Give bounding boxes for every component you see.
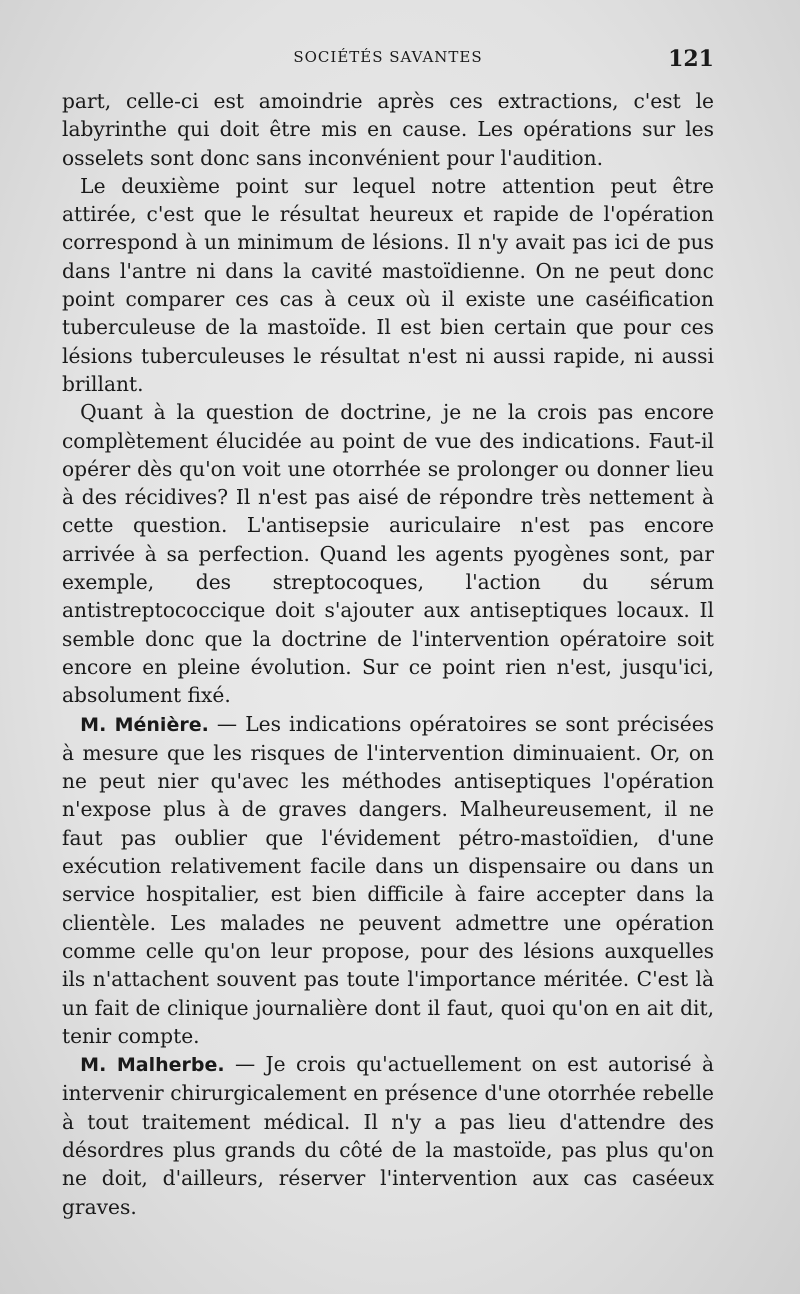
paragraph-meniere bbox=[62, 710, 714, 1051]
paragraph-malherbe bbox=[62, 1050, 714, 1221]
speaker-malherbe: M. Malherbe. bbox=[80, 1054, 225, 1077]
paragraph-continuation: part, celle-ci est amoindrie après ces extractions, c'est le labyrinthe qui doit être mis en cause. Les opérations sur les osselets sont donc sans inconvénient pour l'audition. bbox=[62, 89, 714, 170]
paragraph-malherbe-text: — Je crois qu'actuellement on est autorisé à intervenir chirurgicalement en présence d'une otorrhée rebelle à tout traitement médical. Il n'y a pas lieu d'attendre des désordres plus grands du côté de la mastoïde, pas plus qu'on ne doit, d'ailleurs, réserver l'intervention aux cas caséeux graves. bbox=[62, 1052, 715, 1219]
body-text bbox=[62, 87, 714, 1221]
paragraph-second-point: Le deuxième point sur lequel notre attention peut être attirée, c'est que le résultat heureux et rapide de l'opération correspond à un minimum de lésions. Il n'y avait pas ici de pus dans l'antre ni dans la cavité mastoïdienne. On ne peut donc point comparer ces cas à ceux où il existe une caséification tuberculeuse de la mastoïde. Il est bien certain que pour ces lésions tuberculeuses le résultat n'est ni aussi rapide, ni aussi brillant. bbox=[62, 173, 714, 396]
speaker-meniere: M. Ménière. bbox=[80, 713, 209, 736]
page-number: 121 bbox=[668, 46, 714, 72]
running-head: SOCIÉTÉS SAVANTES bbox=[293, 48, 483, 66]
paragraph-doctrine: Quant à la question de doctrine, je ne la crois pas encore complètement élucidée au point de vue des indications. Faut-il opérer dès qu'on voit une otorrhée se prolonger ou donner lieu à des récidives? Il n'est pas aisé de répondre très nettement à cette question. L'antisepsie auriculaire n'est pas encore arrivée à sa perfection. Quand les agents pyogènes sont, par exemple, des streptocoques, l'action du sérum antistreptococcique doit s'ajouter aux antiseptiques locaux. Il semble donc que la doctrine de l'intervention opératoire soit encore en pleine évolution. Sur ce point rien n'est, jusqu'ici, absolument fixé. bbox=[62, 400, 714, 708]
page-header bbox=[62, 46, 714, 76]
paragraph-meniere-text: — Les indications opératoires se sont précisées à mesure que les risques de l'intervention diminuaient. Or, on ne peut nier qu'avec les méthodes antiseptiques l'opération n'expose plus à de graves dangers. Malheureusement, il ne faut pas oublier que l'évidement pétro-mastoïdien, d'une exécution relativement facile dans un dispensaire ou dans un service hospitalier, est bien difficile à faire accepter dans la clientèle. Les malades ne peuvent admettre une opération comme celle qu'on leur propose, pour des lésions auxquelles ils n'attachent souvent pas toute l'importance méritée. C'est là un fait de clinique journalière dont il faut, quoi qu'on en ait dit, tenir compte. bbox=[62, 711, 714, 1048]
